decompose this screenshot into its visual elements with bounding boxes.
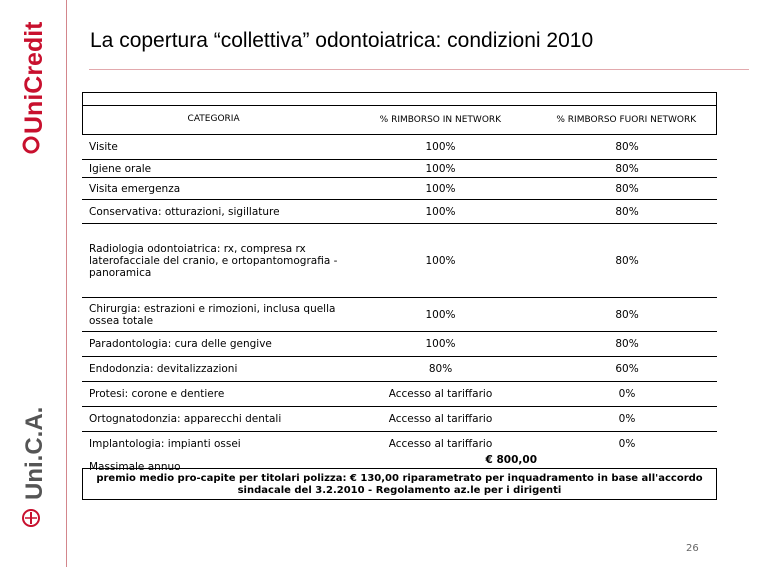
table-row	[82, 406, 717, 431]
row-out-network: 80%	[615, 308, 639, 321]
coverage-table	[82, 92, 717, 472]
table-row	[82, 431, 717, 456]
table-header-row	[82, 105, 717, 134]
row-category: Chirurgia: estrazioni e rimozioni, inclusa quella ossea totale	[89, 302, 336, 327]
row-in-network: 80%	[428, 363, 453, 375]
row-out-network: 0%	[618, 413, 636, 425]
row-out-network: 0%	[618, 388, 636, 400]
header-out-network: % RIMBORSO FUORI NETWORK	[556, 115, 697, 125]
table-row	[82, 177, 717, 199]
header-category: CATEGORIA	[187, 114, 240, 124]
row-out-network: 80%	[615, 182, 639, 195]
title-underline	[89, 69, 749, 70]
row-category: Ortognatodonzia: apparecchi dentali	[89, 413, 282, 425]
table-row	[82, 297, 717, 331]
row-category: Endodonzia: devitalizzazioni	[89, 363, 238, 375]
row-in-network: Accesso al tariffario	[388, 438, 493, 450]
unicredit-emblem-icon	[24, 138, 38, 152]
row-in-network: 100%	[425, 182, 456, 195]
row-out-network: 80%	[615, 254, 639, 267]
row-in-network: 100%	[425, 308, 456, 321]
massimale-value: € 800,00	[485, 454, 537, 466]
row-out-network: 80%	[615, 141, 639, 153]
unicredit-logo	[18, 22, 48, 154]
row-out-network: 80%	[615, 205, 639, 218]
premium-note	[82, 468, 717, 500]
row-in-network: 100%	[425, 205, 456, 218]
row-category: Visita emergenza	[89, 182, 181, 195]
slide-title: La copertura “collettiva” odontoiatrica: condizioni 2010	[90, 29, 594, 52]
row-category: Radiologia odontoiatrica: rx, compresa rx laterofacciale del cranio, e ortopantomografia - panoramica	[89, 242, 338, 279]
table-row	[82, 134, 717, 159]
row-in-network: 100%	[425, 162, 456, 175]
row-in-network: 100%	[425, 141, 456, 153]
row-category: Visite	[89, 141, 118, 153]
row-in-network: Accesso al tariffario	[388, 413, 493, 425]
row-in-network: 100%	[425, 254, 456, 267]
row-category: Conservativa: otturazioni, sigillature	[89, 205, 280, 218]
premium-note-line1: premio medio pro-capite per titolari polizza: € 130,00 riparametrato per inquadramento in base all'accordo	[96, 473, 703, 484]
unica-logo	[18, 400, 48, 532]
row-category: Igiene orale	[89, 162, 152, 175]
row-out-network: 60%	[615, 363, 639, 375]
header-in-network: % RIMBORSO IN NETWORK	[379, 115, 502, 125]
unicredit-logo-text: UniCredit	[20, 22, 48, 134]
row-in-network: 100%	[425, 338, 456, 350]
row-in-network: Accesso al tariffario	[388, 388, 493, 400]
row-category: Implantologia: impianti ossei	[89, 438, 241, 450]
page-number: 26	[686, 543, 699, 554]
table-row	[82, 356, 717, 381]
row-out-network: 80%	[615, 338, 639, 350]
table-row	[82, 223, 717, 297]
row-out-network: 80%	[615, 162, 639, 175]
row-category: Protesi: corone e dentiere	[89, 388, 225, 400]
table-row	[82, 199, 717, 223]
brand-sidebar	[0, 0, 68, 567]
table-row	[82, 159, 717, 177]
massimale-label: Massimale annuo	[89, 461, 181, 473]
row-out-network: 0%	[618, 438, 636, 450]
sidebar-divider	[66, 0, 67, 567]
row-category: Paradontologia: cura delle gengive	[89, 338, 272, 350]
table-row	[82, 331, 717, 356]
table-top-band	[82, 92, 717, 105]
unica-logo-text: Uni.C.A.	[21, 406, 48, 500]
premium-note-line2: sindacale del 3.2.2010 - Regolamento az.le per i dirigenti	[237, 485, 562, 496]
table-row	[82, 381, 717, 406]
